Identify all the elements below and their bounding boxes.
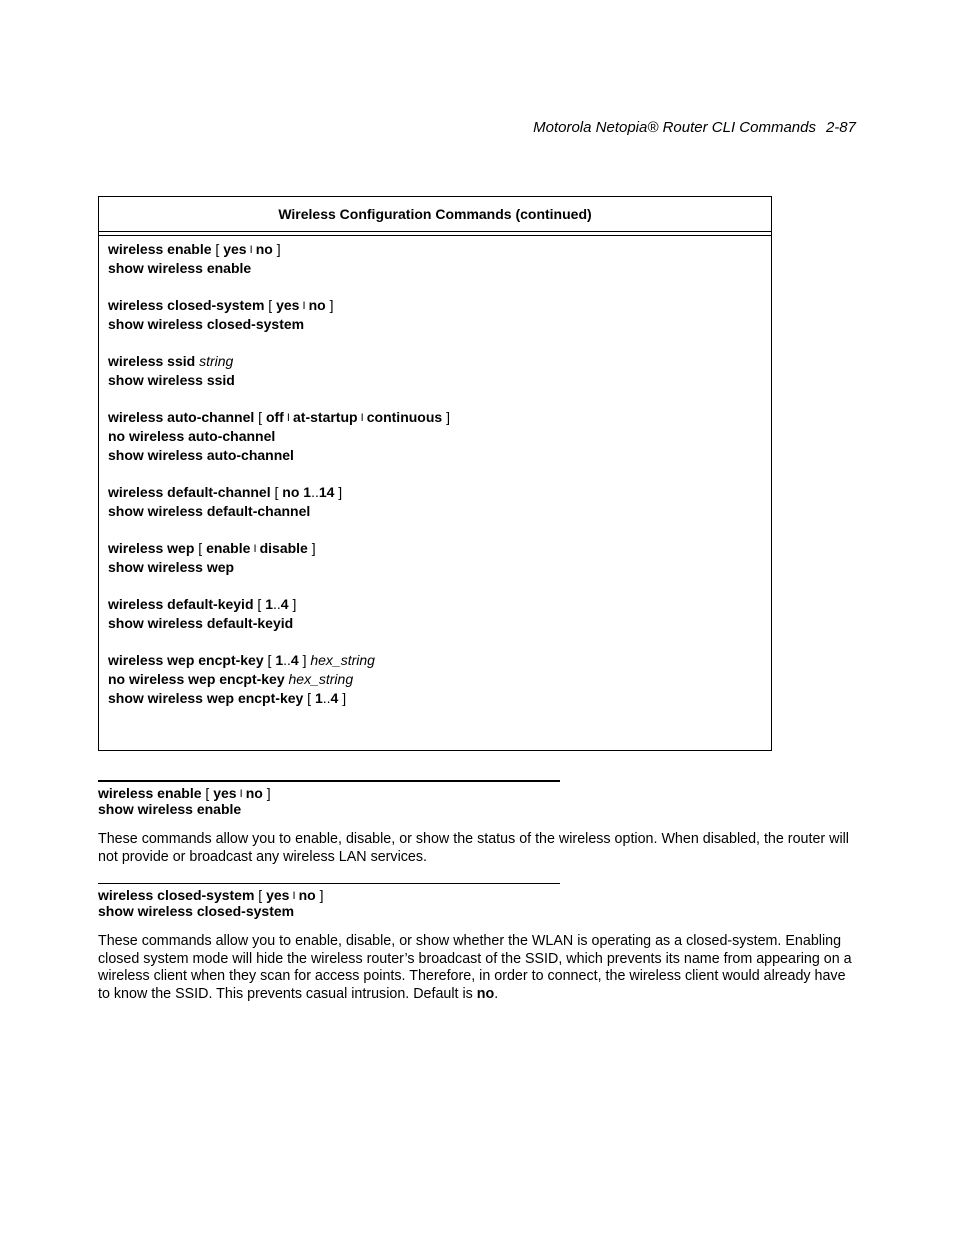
text-run: .. <box>272 596 281 612</box>
text-run: ] <box>288 596 297 612</box>
option-separator: I <box>289 890 299 902</box>
text-run: string <box>199 353 234 369</box>
text-run: ] <box>442 409 450 425</box>
heading-line <box>98 903 856 919</box>
command-group <box>108 240 762 278</box>
text-run: [ <box>270 484 283 500</box>
text-run: wireless wep <box>108 540 195 556</box>
command-line <box>108 427 762 446</box>
text-run: show wireless auto-channel <box>108 447 294 463</box>
text-run: show wireless default-channel <box>108 503 311 519</box>
text-run: 1 <box>275 652 284 668</box>
text-run: show wireless ssid <box>108 372 235 388</box>
text-run: show wireless closed-system <box>98 903 295 919</box>
command-line <box>108 446 762 465</box>
command-line <box>108 651 762 670</box>
text-run: yes <box>266 887 290 903</box>
section-heading <box>98 785 856 817</box>
text-run: 1 <box>314 690 323 706</box>
section-wireless-closed-system <box>98 883 856 1003</box>
section-paragraph <box>98 831 856 866</box>
text-run: wireless closed-system <box>108 297 265 313</box>
text-run: ] <box>272 241 281 257</box>
text-run: hex_string <box>288 671 354 687</box>
text-run: no <box>308 297 326 313</box>
table-title: Wireless Configuration Commands (continued) <box>99 197 771 232</box>
text-run: disable <box>259 540 308 556</box>
text-run: show wireless enable <box>108 260 252 276</box>
option-separator: I <box>283 412 294 424</box>
text-run: no <box>298 887 316 903</box>
command-line <box>108 689 762 708</box>
text-run: wireless wep encpt-key <box>108 652 264 668</box>
text-run: yes <box>213 785 237 801</box>
text-run: wireless closed-system <box>98 887 255 903</box>
text-run: no wireless wep encpt-key <box>108 671 289 687</box>
text-run: wireless enable <box>108 241 212 257</box>
command-line <box>108 296 762 315</box>
text-run: .. <box>322 690 331 706</box>
command-line <box>108 558 762 577</box>
command-group <box>108 539 762 577</box>
text-run: wireless auto-channel <box>108 409 255 425</box>
command-group <box>108 483 762 521</box>
section-wireless-enable <box>98 780 856 866</box>
option-separator: I <box>250 543 260 555</box>
command-line <box>108 371 762 390</box>
text-run: [ <box>253 596 266 612</box>
text-run: yes <box>276 297 300 313</box>
text-run: continuous <box>366 409 443 425</box>
text-run: wireless ssid <box>108 353 200 369</box>
option-separator: I <box>236 788 246 800</box>
text-run: [ <box>303 690 315 706</box>
text-run: enable <box>206 540 251 556</box>
heading-line <box>98 887 856 903</box>
text-run: yes <box>223 241 247 257</box>
text-run: show wireless closed-system <box>108 316 305 332</box>
commands-table <box>98 196 772 751</box>
command-line <box>108 315 762 334</box>
text-run: at-startup <box>293 409 358 425</box>
option-separator: I <box>299 300 309 312</box>
text-run: show wireless wep encpt-key <box>108 690 304 706</box>
text-run: [ <box>201 785 214 801</box>
text-run: .. <box>311 484 319 500</box>
header-title: Motorola Netopia® Router CLI Commands <box>533 119 816 136</box>
text-run: . <box>494 985 499 1002</box>
text-run: ] <box>307 540 316 556</box>
text-run: 4 <box>330 690 339 706</box>
command-line <box>108 408 762 427</box>
text-run: hex_string <box>310 652 375 668</box>
command-group <box>108 296 762 334</box>
text-run: no <box>255 241 273 257</box>
command-group <box>108 352 762 390</box>
text-run: wireless default-channel <box>108 484 271 500</box>
text-run: show wireless default-keyid <box>108 615 294 631</box>
command-line <box>108 670 762 689</box>
text-run: 14 <box>318 484 335 500</box>
text-run: wireless enable <box>98 785 202 801</box>
command-line <box>108 240 762 259</box>
command-line <box>108 614 762 633</box>
text-run: [ <box>211 241 224 257</box>
text-run: show wireless wep <box>108 559 235 575</box>
section-heading <box>98 887 856 919</box>
text-run: ] <box>334 484 343 500</box>
text-run: no <box>245 785 263 801</box>
text-run: 4 <box>280 596 289 612</box>
page-number: 2-87 <box>825 119 856 136</box>
heading-line <box>98 785 856 801</box>
text-run: These commands allow you to enable, disable, or show whether the WLAN is operating as a closed-system. Enabling closed system mode will hide the wireless router’s broadcast of the SSID, which prevents its name from appearing on a wireless client when they scan for access points. Therefore, in order to connect, the wireless client would already have to know the SSID. This prevents casual intrusion. Default is <box>98 933 852 1002</box>
option-separator: I <box>357 412 367 424</box>
command-line <box>108 595 762 614</box>
text-run: 1 <box>265 596 273 612</box>
option-separator: I <box>246 244 256 256</box>
table-body <box>99 236 771 708</box>
command-line <box>108 483 762 502</box>
command-group <box>108 595 762 633</box>
text-run: [ <box>264 297 277 313</box>
command-line <box>108 259 762 278</box>
text-run: no 1 <box>282 484 312 500</box>
command-line <box>108 539 762 558</box>
command-line <box>108 352 762 371</box>
command-group <box>108 651 762 708</box>
text-run: off <box>265 409 284 425</box>
section-rule <box>98 780 560 782</box>
text-run: These commands allow you to enable, disable, or show the status of the wireless option. When disabled, the router will not provide or broadcast any wireless LAN services. <box>98 831 849 865</box>
text-run: .. <box>283 652 291 668</box>
text-run: [ <box>263 652 276 668</box>
text-run: ] <box>298 652 311 668</box>
text-run: [ <box>194 540 207 556</box>
text-run: ] <box>338 690 347 706</box>
command-line <box>108 502 762 521</box>
text-run: [ <box>254 409 266 425</box>
text-run: show wireless enable <box>98 801 242 817</box>
command-group <box>108 408 762 465</box>
text-run: no <box>476 985 495 1002</box>
heading-line <box>98 801 856 817</box>
text-run: [ <box>254 887 267 903</box>
text-run: 4 <box>290 652 299 668</box>
section-paragraph <box>98 933 856 1003</box>
running-header <box>533 119 856 136</box>
text-run: ] <box>315 887 324 903</box>
text-run: ] <box>325 297 334 313</box>
text-run: no wireless auto-channel <box>108 428 276 444</box>
section-rule <box>98 883 560 884</box>
text-run: wireless default-keyid <box>108 596 254 612</box>
text-run: ] <box>262 785 271 801</box>
